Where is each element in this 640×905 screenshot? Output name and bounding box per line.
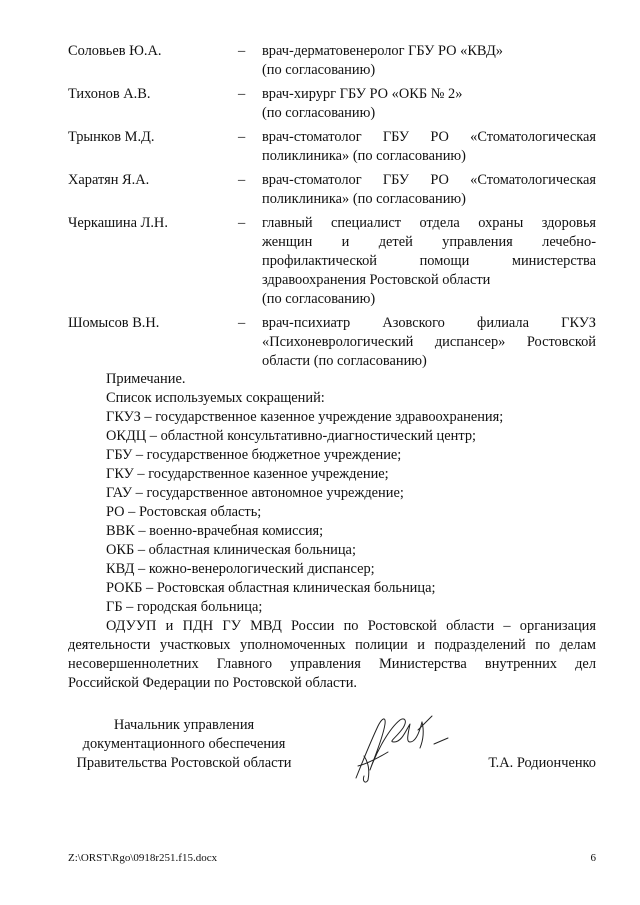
member-position: [262, 171, 596, 209]
position-line: врач-дерматовенеролог ГБУ РО «КВД»: [262, 43, 503, 59]
abbreviation-item: ГБУ – государственное бюджетное учреждение;: [106, 447, 402, 463]
position-line: документационного обеспечения: [82, 736, 286, 752]
position-line: области (по согласованию): [262, 353, 427, 369]
position-line: «Психоневрологический диспансер» Ростовской: [262, 334, 596, 350]
position-line: Начальник управления: [113, 717, 255, 733]
abbreviation-item: ОКДЦ – областной консультативно-диагностический центр;: [106, 428, 477, 444]
member-dash: –: [238, 315, 246, 331]
member-position: [262, 128, 596, 166]
position-line: врач-стоматолог ГБУ РО «Стоматологическая: [262, 129, 596, 145]
abbreviation-item: ГАУ – государственное автономное учреждение;: [106, 485, 404, 501]
abbreviation-item: ГКУЗ – государственное казенное учреждение здравоохранения;: [106, 409, 504, 425]
final-paragraph: ОДУУП и ПДН ГУ МВД России по Ростовской области – организация деятельности участковых уполномоченных полиции и подразделений по делам несовершеннолетних Главного управления Министерства внутренних дел Российской Федерации по Ростовской области.: [68, 618, 596, 691]
position-line: главный специалист отдела охраны здоровья: [262, 215, 596, 231]
member-name: Тихонов А.В.: [68, 86, 151, 102]
position-line: (по согласованию): [262, 291, 376, 307]
members-list: [68, 42, 596, 376]
position-line: (по согласованию): [262, 105, 376, 121]
abbreviation-item: РО – Ростовская область;: [106, 504, 262, 520]
member-row: [68, 42, 596, 80]
page-number: 6: [590, 852, 596, 864]
position-line: поликлиника» (по согласованию): [262, 191, 466, 207]
member-row: [68, 171, 596, 209]
member-position: [262, 314, 596, 371]
abbreviation-item: РОКБ – Ростовская областная клиническая больница;: [106, 580, 436, 596]
position-line: Правительства Ростовской области: [76, 755, 292, 771]
file-path: Z:\ORST\Rgo\0918r251.f15.docx: [68, 852, 218, 864]
abbreviation-item: ВВК – военно-врачебная комиссия;: [106, 523, 324, 539]
member-row: [68, 128, 596, 166]
member-name: Трынков М.Д.: [68, 129, 155, 145]
abbreviation-item: КВД – кожно-венерологический диспансер;: [106, 561, 375, 577]
member-dash: –: [238, 215, 246, 231]
member-position: [262, 85, 596, 123]
abbreviations-note: [68, 370, 596, 693]
abbreviations-list-title: Список используемых сокращений:: [106, 390, 325, 406]
member-position: [262, 42, 596, 80]
member-name: Соловьев Ю.А.: [68, 43, 162, 59]
member-dash: –: [238, 129, 246, 145]
signature-block: [68, 716, 596, 776]
position-line: врач-стоматолог ГБУ РО «Стоматологическая: [262, 172, 596, 188]
position-line: профилактической помощи министерства: [262, 253, 596, 269]
member-dash: –: [238, 43, 246, 59]
signer-position: [68, 716, 300, 773]
member-name: Харатян Я.А.: [68, 172, 150, 188]
position-line: (по согласованию): [262, 62, 376, 78]
abbreviation-item: ОКБ – областная клиническая больница;: [106, 542, 356, 558]
member-row: [68, 85, 596, 123]
position-line: поликлиника» (по согласованию): [262, 148, 466, 164]
position-line: врач-хирург ГБУ РО «ОКБ № 2»: [262, 86, 463, 102]
position-line: врач-психиатр Азовского филиала ГКУЗ: [262, 315, 596, 331]
abbreviation-item: ГБ – городская больница;: [106, 599, 263, 615]
position-line: женщин и детей управления лечебно-: [262, 234, 596, 250]
member-name: Шомысов В.Н.: [68, 315, 160, 331]
abbreviation-item: ГКУ – государственное казенное учреждение;: [106, 466, 389, 482]
member-name: Черкашина Л.Н.: [68, 215, 168, 231]
member-dash: –: [238, 86, 246, 102]
member-dash: –: [238, 172, 246, 188]
member-row: [68, 214, 596, 309]
handwritten-signature: [348, 708, 458, 786]
note-title: Примечание.: [106, 371, 186, 387]
member-position: [262, 214, 596, 309]
member-row: [68, 314, 596, 371]
signer-name: Т.А. Родионченко: [488, 755, 596, 771]
position-line: здравоохранения Ростовской области: [262, 272, 491, 288]
